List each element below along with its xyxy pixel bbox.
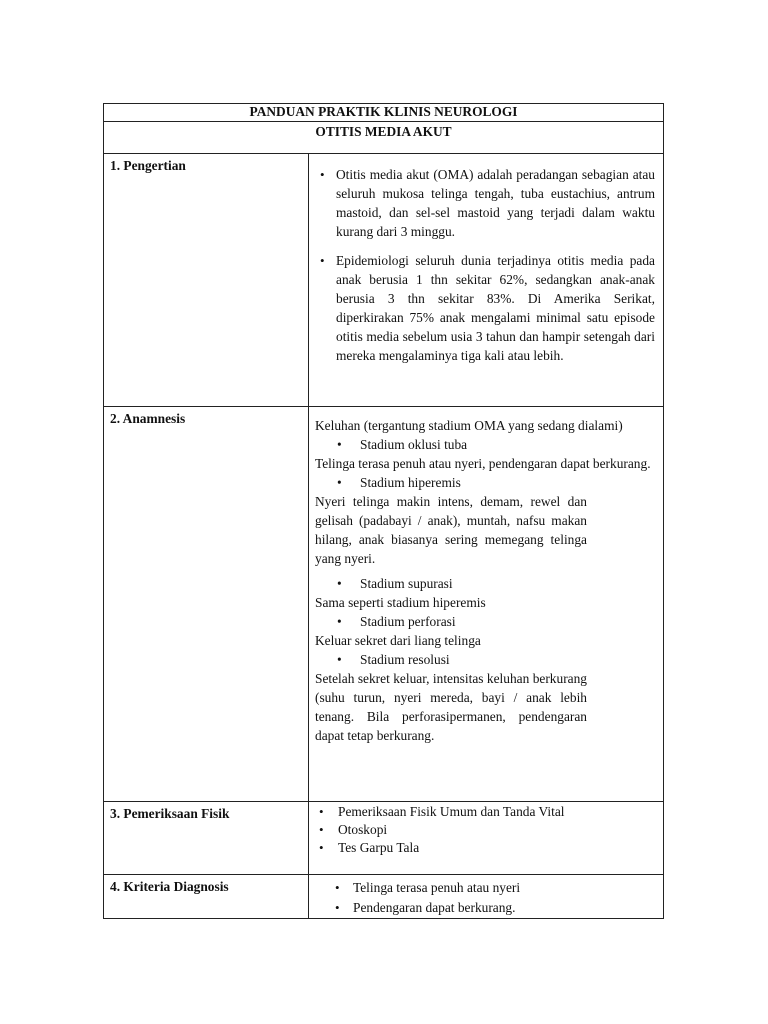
desc-resolusi: Setelah sekret keluar, intensitas keluhan berkurang (suhu turun, nyeri mereda, bayi / anak lebih tenang. Bila perforasipermanen, pendengaran dapat tetap berkurang.	[315, 671, 587, 743]
label-anamnesis: 2. Anamnesis	[104, 407, 309, 802]
desc-perforasi: Keluar sekret dari liang telinga	[315, 633, 481, 648]
label-pengertian: 1. Pengertian	[104, 154, 309, 407]
kriteria-list	[315, 878, 655, 918]
row-kriteria-diagnosis	[104, 875, 664, 919]
pengertian-item: • Epidemiologi seluruh dunia terjadinya otitis media pada anak berusia 1 thn sekitar 62%, sedangkan anak-anak berusia 3 thn sekitar 83%. Di Amerika Serikat, diperkirakan 75% anak mengalami minimal satu episode otitis media sebelum usia 3 tahun dan hampir setengah dari mereka mengalaminya tiga kali atau lebih.	[315, 251, 655, 365]
row-anamnesis	[104, 407, 664, 802]
stadium-perforasi: • Stadium perforasi	[315, 612, 656, 631]
pemeriksaan-item: • Otoskopi	[315, 821, 655, 839]
subtitle-row	[104, 122, 664, 154]
pemeriksaan-item: • Tes Garpu Tala	[315, 839, 655, 857]
title-row	[104, 104, 664, 122]
stadium-oklusi: • Stadium oklusi tuba	[315, 435, 656, 454]
pemeriksaan-item: • Pemeriksaan Fisik Umum dan Tanda Vital	[315, 803, 655, 821]
content-pemeriksaan-fisik	[309, 802, 664, 875]
clinical-guideline-table	[103, 103, 664, 919]
stadium-resolusi: • Stadium resolusi	[315, 650, 656, 669]
kriteria-item: • Telinga terasa penuh atau nyeri	[315, 878, 655, 898]
pengertian-list	[315, 165, 655, 365]
label-pemeriksaan-fisik: 3. Pemeriksaan Fisik	[104, 802, 309, 875]
kriteria-item: • Pendengaran dapat berkurang.	[315, 898, 655, 918]
anamnesis-intro: Keluhan (tergantung stadium OMA yang sedang dialami)	[315, 418, 623, 433]
content-kriteria-diagnosis	[309, 875, 664, 919]
desc-hiperemis: Nyeri telinga makin intens, demam, rewel dan gelisah (padabayi / anak), muntah, nafsu makan hilang, anak biasanya sering memegang telinga yang nyeri.	[315, 494, 587, 566]
document-subtitle: OTITIS MEDIA AKUT	[104, 122, 664, 154]
stadium-supurasi: • Stadium supurasi	[315, 574, 656, 593]
row-pemeriksaan-fisik	[104, 802, 664, 875]
document-title: PANDUAN PRAKTIK KLINIS NEUROLOGI	[104, 104, 664, 122]
stadium-hiperemis: • Stadium hiperemis	[315, 473, 656, 492]
content-pengertian	[309, 154, 664, 407]
desc-supurasi: Sama seperti stadium hiperemis	[315, 595, 486, 610]
pemeriksaan-list	[315, 803, 655, 857]
content-anamnesis	[309, 407, 664, 802]
label-kriteria-diagnosis: 4. Kriteria Diagnosis	[104, 875, 309, 919]
desc-oklusi: Telinga terasa penuh atau nyeri, pendengaran dapat berkurang.	[315, 456, 651, 471]
row-pengertian	[104, 154, 664, 407]
pengertian-item: • Otitis media akut (OMA) adalah peradangan sebagian atau seluruh mukosa telinga tengah, tuba eustachius, antrum mastoid, dan sel-sel mastoid yang terjadi dalam waktu kurang dari 3 minggu.	[315, 165, 655, 241]
